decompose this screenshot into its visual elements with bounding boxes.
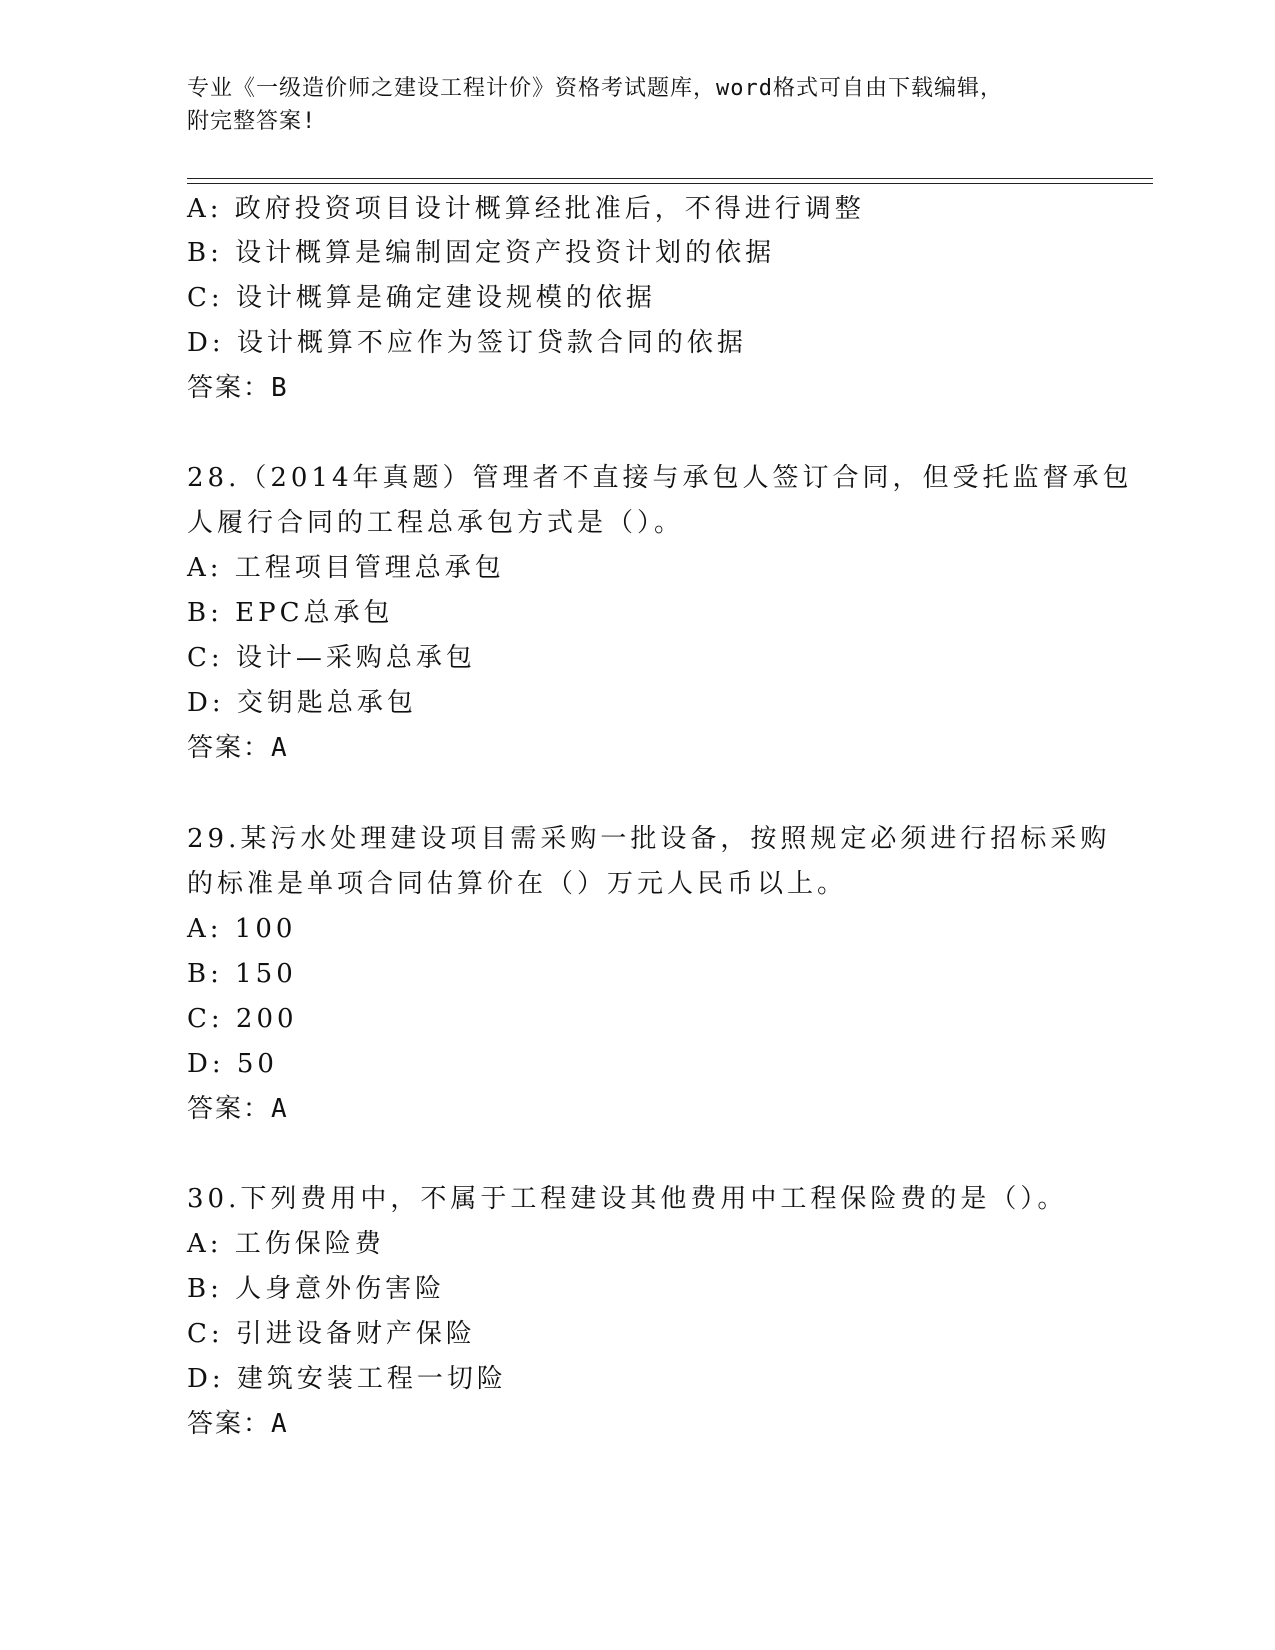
header-divider-top [187, 178, 1153, 179]
q30-option-d: D: 建筑安装工程一切险 [187, 1364, 507, 1394]
q28-stem-line-2: 人履行合同的工程总承包方式是（）。 [187, 508, 685, 538]
q28-option-d: D: 交钥匙总承包 [187, 688, 417, 718]
q27-answer: 答案：B [187, 373, 289, 403]
q27-option-b: B: 设计概算是编制固定资产投资计划的依据 [187, 238, 776, 268]
q28-option-b: B: EPC总承包 [187, 598, 394, 628]
q29-option-a: A: 100 [187, 914, 297, 944]
q29-stem-line-1: 29.某污水处理建设项目需采购一批设备，按照规定必须进行招标采购 [187, 824, 1111, 854]
header-line-2: 附完整答案! [187, 109, 317, 134]
q29-option-c: C: 200 [187, 1004, 298, 1034]
q30-answer: 答案：A [187, 1409, 289, 1439]
q28-answer: 答案：A [187, 733, 289, 763]
q28-option-a: A: 工程项目管理总承包 [187, 553, 505, 583]
q28-option-c: C: 设计—采购总承包 [187, 643, 476, 673]
q29-stem-line-2: 的标准是单项合同估算价在（）万元人民币以上。 [187, 869, 848, 899]
q30-option-c: C: 引进设备财产保险 [187, 1319, 476, 1349]
q30-option-a: A: 工伤保险费 [187, 1229, 385, 1259]
header-divider-bottom [187, 183, 1153, 184]
q29-option-d: D: 50 [187, 1049, 278, 1079]
q27-option-d: D: 设计概算不应作为签订贷款合同的依据 [187, 328, 747, 358]
q28-stem-line-1: 28.（2014年真题）管理者不直接与承包人签订合同，但受托监督承包 [187, 463, 1133, 493]
q30-stem-line-1: 30.下列费用中，不属于工程建设其他费用中工程保险费的是（）。 [187, 1184, 1068, 1214]
q27-option-c: C: 设计概算是确定建设规模的依据 [187, 283, 656, 313]
q29-answer: 答案：A [187, 1094, 289, 1124]
q27-option-a: A: 政府投资项目设计概算经批准后，不得进行调整 [187, 194, 865, 224]
document-header [187, 72, 1087, 138]
q29-option-b: B: 150 [187, 959, 297, 989]
header-line-1: 专业《一级造价师之建设工程计价》资格考试题库，word格式可自由下载编辑， [187, 76, 1003, 101]
q30-option-b: B: 人身意外伤害险 [187, 1274, 446, 1304]
